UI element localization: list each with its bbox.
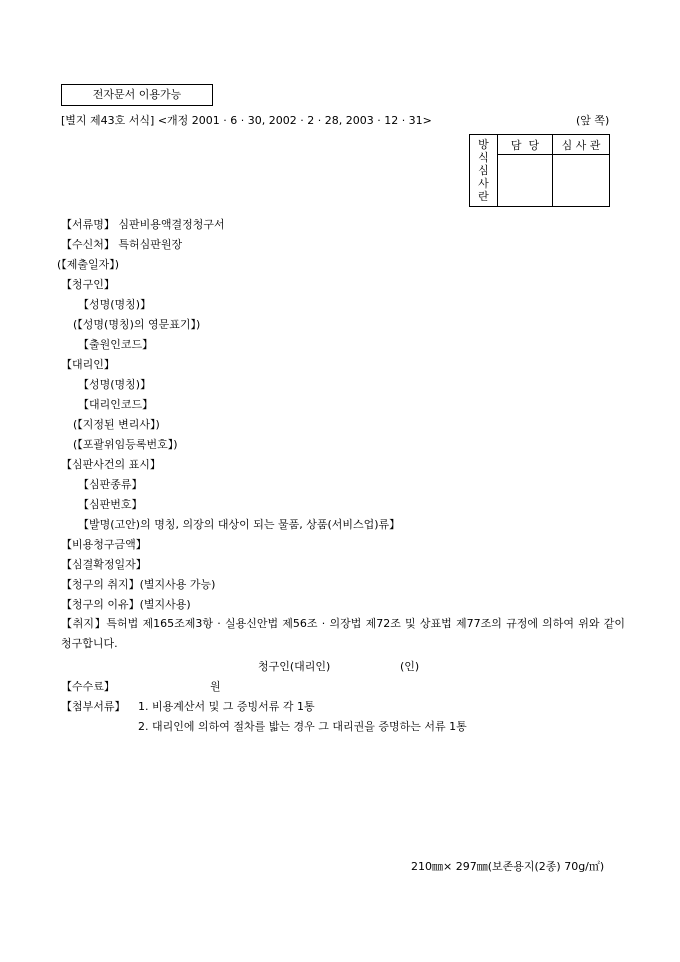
claim-amount-field: 【비용청구금액】 bbox=[61, 538, 147, 551]
requester-code-field: 【출원인코드】 bbox=[78, 338, 154, 351]
invention-name-field: 【발명(고안)의 명칭, 의장의 대상이 되는 물품, 상품(서비스업)류】 bbox=[78, 518, 401, 531]
submit-date-field: (【제출일자】) bbox=[57, 258, 120, 271]
attachment-item: 2. 대리인에 의하여 절차를 밟는 경우 그 대리권을 증명하는 서류 1통 bbox=[138, 720, 467, 733]
trial-number-field: 【심판번호】 bbox=[78, 498, 143, 511]
signer-label: 청구인(대리인) bbox=[258, 660, 331, 673]
attachment-item: 1. 비용계산서 및 그 증빙서류 각 1통 bbox=[138, 700, 315, 713]
agent-code-field: 【대리인코드】 bbox=[78, 398, 154, 411]
claim-reason-field: 【청구의 이유】(별지사용) bbox=[61, 598, 191, 611]
general-power-no-field: (【포괄위임등록번호】) bbox=[73, 438, 178, 451]
review-label-char: 란 bbox=[478, 190, 489, 203]
review-col-officer: 담 당 bbox=[498, 135, 553, 155]
decision-date-field: 【심결확정일자】 bbox=[61, 558, 147, 571]
review-box bbox=[469, 134, 610, 207]
agent-name-field: 【성명(명칭)】 bbox=[78, 378, 152, 391]
agent-heading: 【대리인】 bbox=[61, 358, 115, 371]
page-side-label: (앞 쪽) bbox=[576, 114, 610, 127]
form-reference: [별지 제43호 서식] <개정 2001 · 6 · 30, 2002 · 2 · 28, 2003 · 12 · 31> bbox=[61, 114, 432, 127]
review-label-char: 방 bbox=[478, 138, 489, 151]
review-box-label bbox=[470, 135, 498, 207]
doc-name-field: 【서류명】 심판비용액결정청구서 bbox=[61, 218, 225, 231]
review-label-char: 심 bbox=[478, 164, 489, 177]
review-label-char: 사 bbox=[478, 177, 489, 190]
fee-unit: 원 bbox=[210, 680, 221, 693]
claim-purpose-field: 【청구의 취지】(별지사용 가능) bbox=[61, 578, 216, 591]
fee-label: 【수수료】 bbox=[61, 680, 115, 693]
trial-type-field: 【심판종류】 bbox=[78, 478, 143, 491]
attachments-label: 【첨부서류】 bbox=[61, 700, 126, 713]
designated-attorney-field: (【지정된 변리사】) bbox=[73, 418, 160, 431]
recipient-field: 【수신처】 특허심판원장 bbox=[61, 238, 183, 251]
electronic-document-stamp: 전자문서 이용가능 bbox=[61, 84, 213, 106]
case-display-heading: 【심판사건의 표시】 bbox=[61, 458, 161, 471]
review-label-char: 식 bbox=[478, 151, 489, 164]
seal-mark: (인) bbox=[400, 660, 420, 673]
requester-name-en-field: (【성명(명칭)의 영문표기】) bbox=[73, 318, 201, 331]
review-col-examiner: 심 사 관 bbox=[553, 135, 610, 155]
review-examiner-cell bbox=[553, 155, 610, 207]
paper-spec-footer: 210㎜× 297㎜(보존용지(2종) 70g/㎡) bbox=[411, 860, 605, 873]
requester-heading: 【청구인】 bbox=[61, 278, 115, 291]
requester-name-field: 【성명(명칭)】 bbox=[78, 298, 152, 311]
intent-paragraph: 【취지】특허법 제165조제3항 · 실용신안법 제56조 · 의장법 제72조 및 상표법 제77조의 규정에 의하여 위와 같이 청구합니다. bbox=[61, 617, 625, 650]
review-officer-cell bbox=[498, 155, 553, 207]
